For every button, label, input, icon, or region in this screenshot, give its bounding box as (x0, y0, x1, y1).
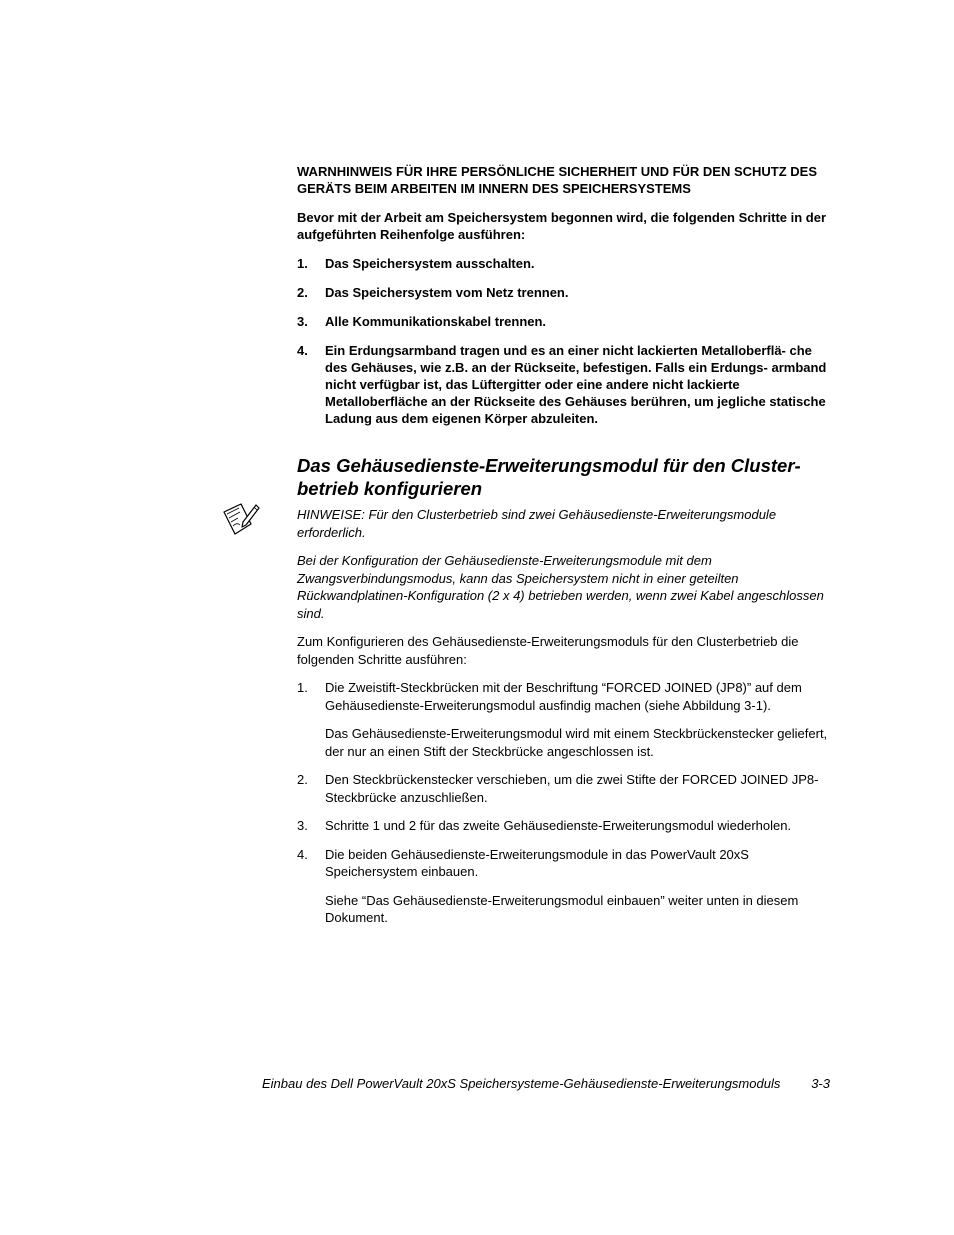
list-item (297, 817, 829, 835)
step-text: Alle Kommunikationskabel trennen. (325, 314, 547, 329)
list-item (297, 255, 829, 272)
section-intro: Zum Konfigurieren des Gehäusedienste-Erweiterungsmoduls für den Clusterbetrieb die folgenden Schritte ausführen: (297, 634, 799, 667)
step-text: Das Speichersystem ausschalten. (325, 256, 535, 271)
warning-title: WARNHINWEIS FÜR IHRE PERSÖNLICHE SICHERHEIT UND FÜR DEN SCHUTZ DES GERÄTS BEIM ARBEITEN IM INNERN DES SPEICHERSYSTEMS (297, 164, 818, 196)
warning-steps (297, 255, 829, 427)
config-steps (297, 679, 829, 927)
step-number: 3. (297, 818, 308, 833)
note-text: HINWEISE: Für den Clusterbetrieb sind zwei Gehäusedienste-Erweiterungsmodule erforderlich. (297, 507, 777, 540)
page-number: 3-3 (811, 1076, 830, 1091)
step-text: Schritte 1 und 2 für das zweite Gehäusedienste-Erweiterungsmodul wiederholen. (325, 818, 792, 833)
step-subtext: Das Gehäusedienste-Erweiterungsmodul wird mit einem Steckbrückenstecker geliefert, der nur an einen Stift der Steckbrücke angeschlossen ist. (325, 726, 828, 759)
list-item (297, 284, 829, 301)
section-heading: Das Gehäusedienste-Erweiterungsmodul für den Cluster- betrieb konfigurieren (297, 455, 801, 499)
step-number: 4. (297, 846, 308, 862)
page-content (297, 163, 829, 938)
step-number: 1. (297, 680, 308, 695)
step-number: 2. (297, 772, 308, 787)
step-subtext: Siehe “Das Gehäusedienste-Erweiterungsmodul einbauen” weiter unten in diesem Dokument. (325, 892, 799, 925)
note-block (297, 506, 829, 541)
step-body (325, 846, 829, 927)
step-number: 3. (297, 314, 308, 329)
step-text: Das Speichersystem vom Netz trennen. (325, 285, 569, 300)
step-number: 4. (297, 343, 308, 358)
step-text: Die beiden Gehäusedienste-Erweiterungsmodule in das PowerVault 20xS Speichersystem einbauen. (325, 846, 749, 879)
list-item (297, 313, 829, 330)
list-item (297, 771, 829, 806)
list-item (297, 846, 829, 927)
list-item (297, 342, 829, 427)
footer-title: Einbau des Dell PowerVault 20xS Speichersysteme-Gehäusedienste-Erweiterungsmoduls (262, 1076, 781, 1091)
step-text: Ein Erdungsarmband tragen und es an einer nicht lackierten Metalloberflä- che des Gehäuses, wie z.B. an der Rückseite, befestigen. Falls ein Erdungs- armband nicht verfügbar ist, das Lüftergitter oder eine andere nicht lackierte Metalloberfläche an der Rückseite des Gehäuses berühren, um jegliche statische Ladung aus dem eigenen Körper abzuleiten. (325, 343, 827, 426)
note-pencil-icon (221, 500, 261, 540)
step-number: 1. (297, 256, 308, 271)
note-text-2: Bei der Konfiguration der Gehäusedienste-Erweiterungsmodule mit dem Zwangsverbindungsmodus, kann das Speichersystem nicht in einer geteilten Rückwandplatinen-Konfiguration (2 x 4) betrieben werden, wenn zwei Kabel angeschlossen sind. (297, 553, 824, 621)
step-text: Den Steckbrückenstecker verschieben, um die zwei Stifte der FORCED JOINED JP8- Steckbrücke anzuschließen. (325, 772, 819, 805)
step-text: Die Zweistift-Steckbrücken mit der Beschriftung “FORCED JOINED (JP8)” auf dem Gehäusedienste-Erweiterungsmodul ausfindig machen (siehe Abbildung 3-1). (325, 680, 802, 713)
warning-intro: Bevor mit der Arbeit am Speichersystem begonnen wird, die folgenden Schritte in der aufgeführten Reihenfolge ausführen: (297, 210, 827, 242)
list-item (297, 679, 829, 760)
step-body (325, 679, 829, 760)
step-number: 2. (297, 285, 308, 300)
